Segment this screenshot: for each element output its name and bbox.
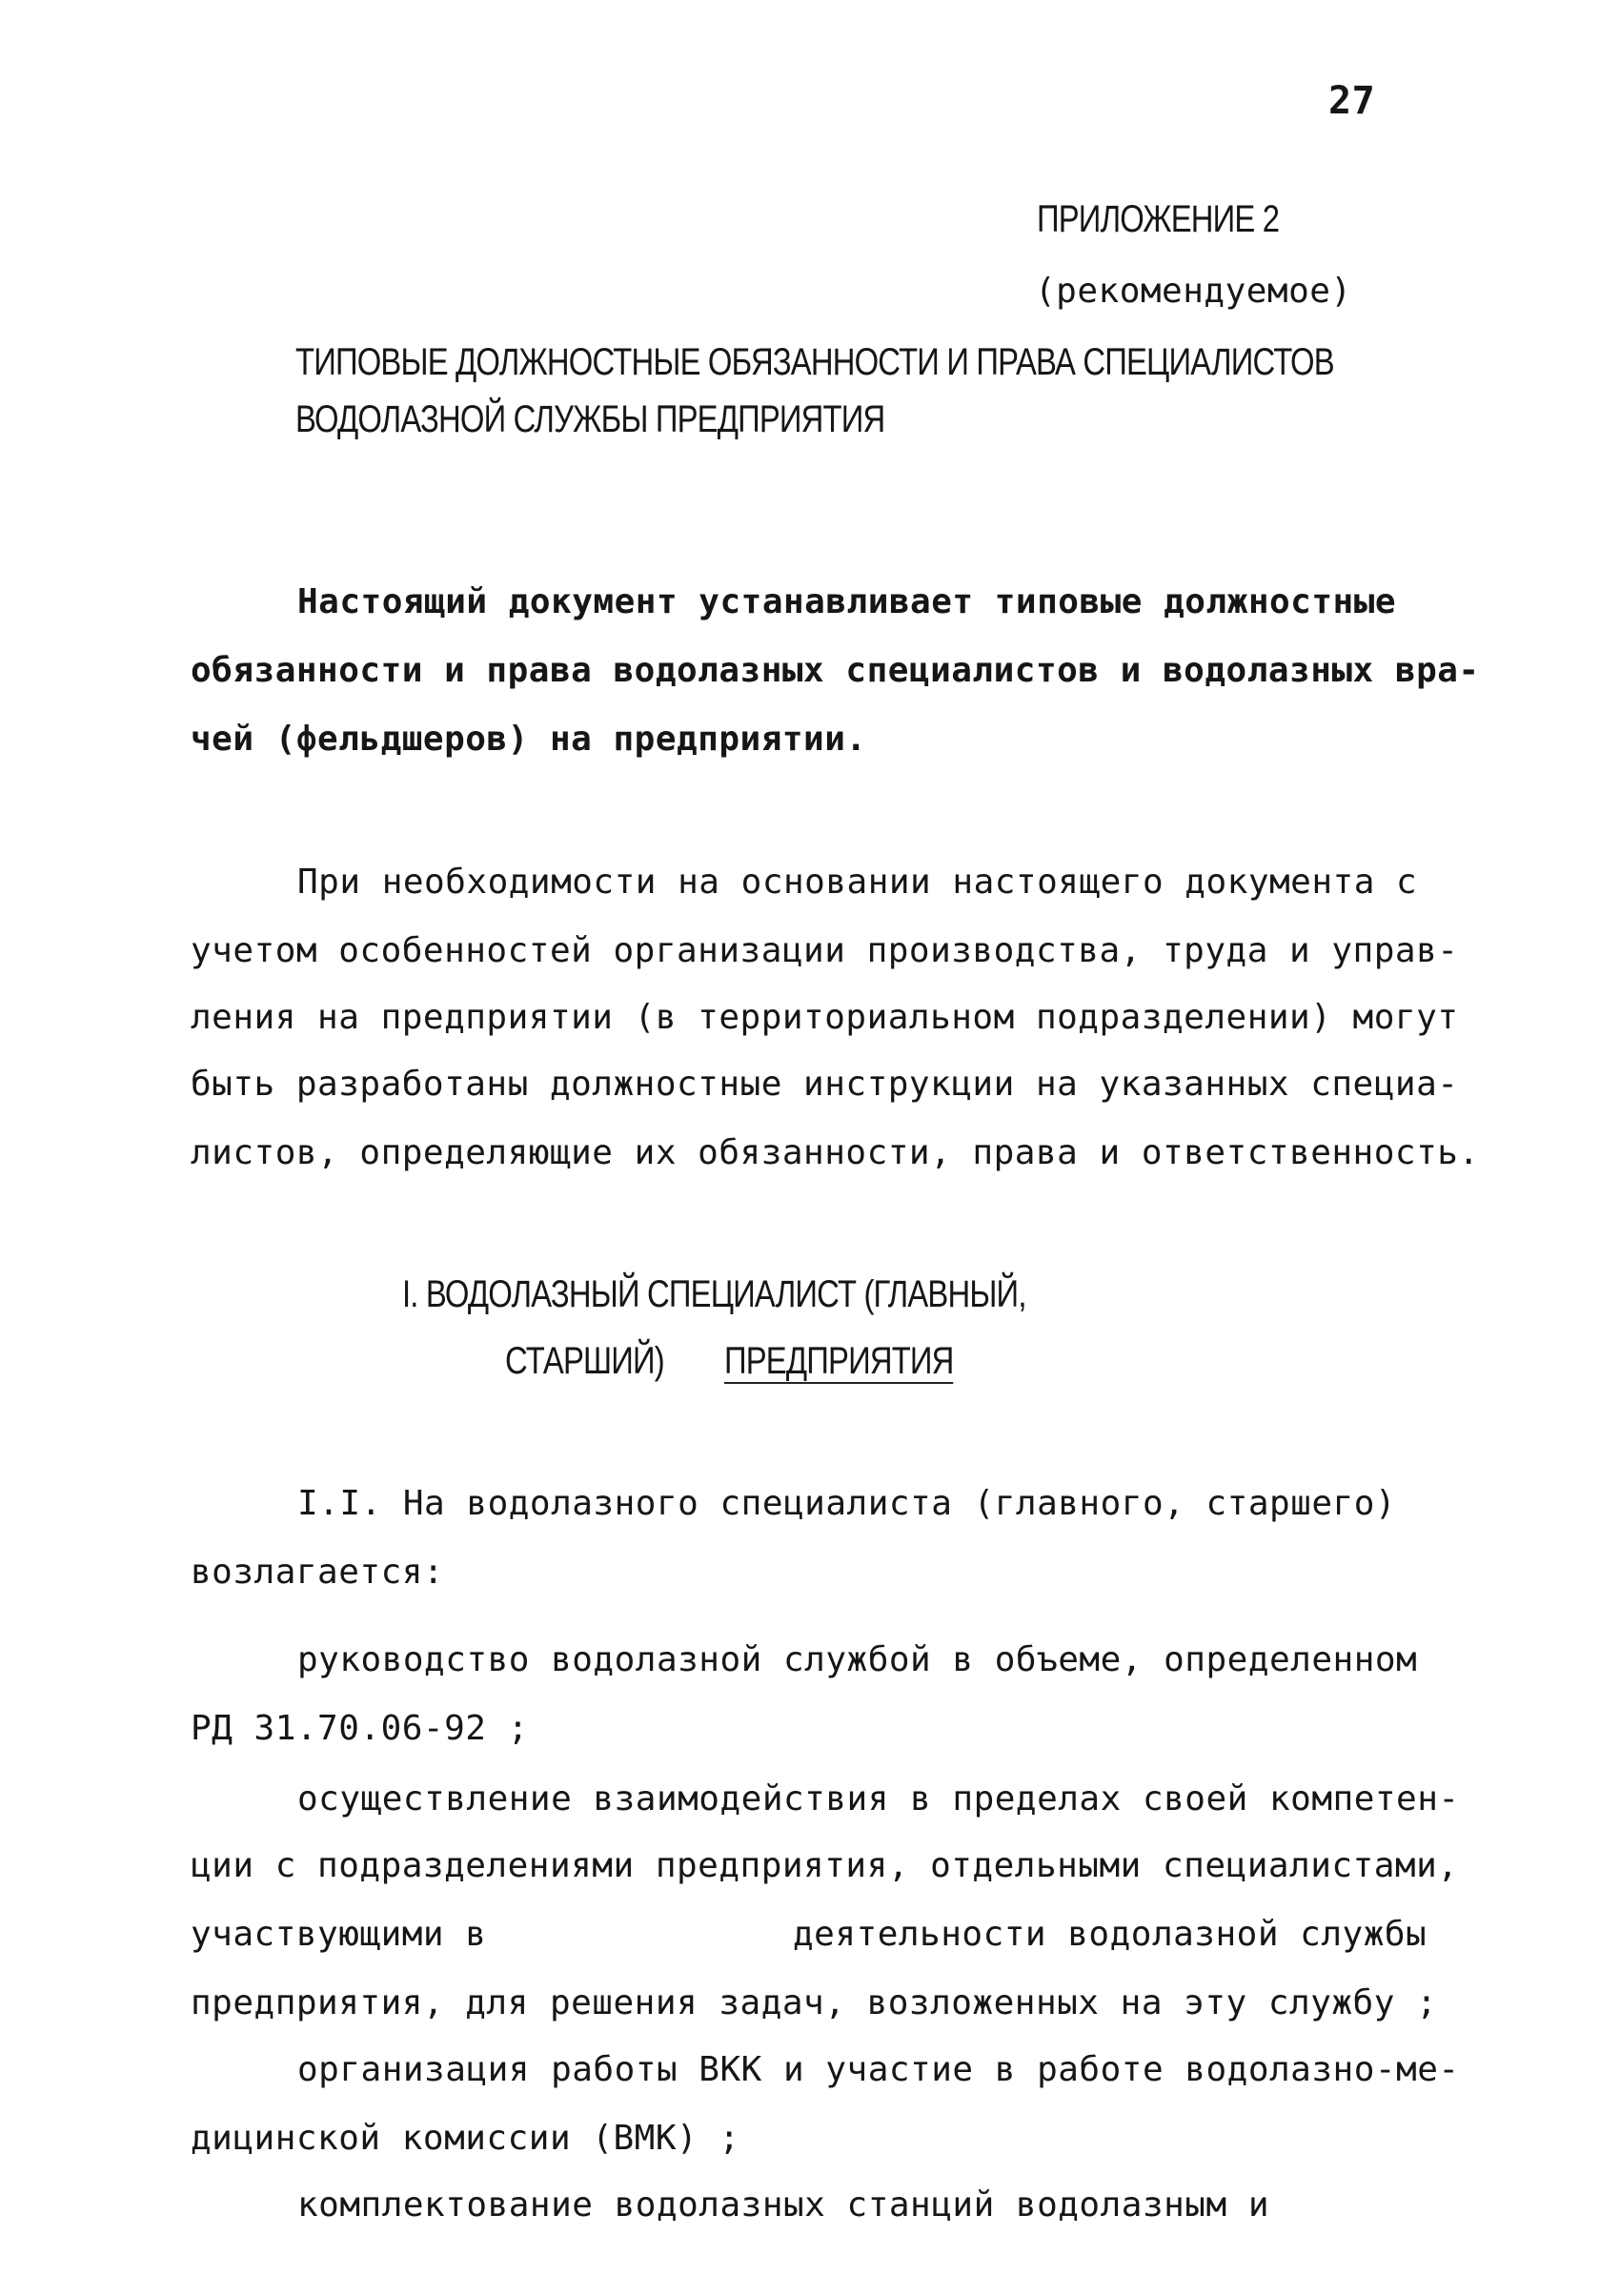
duty-3-line-2: дицинской комиссии (ВМК) ; xyxy=(191,2119,740,2158)
duty-1-line-1: руководство водолазной службой в объеме, определенном xyxy=(297,1640,1418,1679)
duty-4-line-1: комплектование водолазных станций водолазным и xyxy=(297,2185,1269,2225)
clause-1-1-line-1: I.I. На водолазного специалиста (главного, старшего) xyxy=(297,1484,1397,1523)
duty-1-line-2: РД 31.70.06-92 ; xyxy=(191,1709,529,1748)
clause-1-1-line-2: возлагается: xyxy=(191,1553,445,1592)
intro-p2-line-3: ления на предприятии (в территориальном подразделении) могут xyxy=(191,998,1459,1037)
page-number: 27 xyxy=(1328,79,1376,123)
document-title-line-2: ВОДОЛАЗНОЙ СЛУЖБЫ ПРЕДПРИЯТИЯ xyxy=(295,398,885,440)
duty-2-line-1: осуществление взаимодействия в пределах своей компетен- xyxy=(297,1779,1460,1819)
intro-p1-line-1: Настоящий документ устанавливает типовые должностные xyxy=(297,582,1397,621)
section-1-heading-line-1: I. ВОДОЛАЗНЫЙ СПЕЦИАЛИСТ (ГЛАВНЫЙ, xyxy=(402,1273,1026,1315)
duty-2-line-2: ции с подразделениями предприятия, отдельными специалистами, xyxy=(191,1846,1459,1885)
section-1-heading-line-2a: СТАРШИЙ) xyxy=(505,1340,664,1382)
intro-p2-line-2: учетом особенностей организации производства, труда и управ- xyxy=(191,931,1459,970)
duty-2-line-3a: участвующими в xyxy=(191,1915,487,1954)
duty-2-line-3b: деятельности водолазной службы xyxy=(793,1915,1428,1954)
appendix-label: ПРИЛОЖЕНИЕ 2 xyxy=(1037,198,1280,240)
duty-2-line-4: предприятия, для решения задач, возложенных на эту службу ; xyxy=(191,1983,1438,2022)
intro-p1-line-2: обязанности и права водолазных специалистов и водолазных вра- xyxy=(191,651,1480,690)
intro-p1-line-3: чей (фельдшеров) на предприятии. xyxy=(191,720,867,759)
document-title-line-1: ТИПОВЫЕ ДОЛЖНОСТНЫЕ ОБЯЗАННОСТИ И ПРАВА СПЕЦИАЛИСТОВ xyxy=(295,341,1334,383)
intro-p2-line-5: листов, определяющие их обязанности, права и ответственность. xyxy=(191,1133,1480,1172)
duty-3-line-1: организация работы ВКК и участие в работе водолазно-ме- xyxy=(297,2050,1460,2089)
intro-p2-line-1: При необходимости на основании настоящего документа с xyxy=(297,863,1418,902)
section-1-heading-line-2b: ПРЕДПРИЯТИЯ xyxy=(724,1340,954,1382)
appendix-note: (рекомендуемое) xyxy=(1035,272,1352,311)
intro-p2-line-4: быть разработаны должностные инструкции на указанных специа- xyxy=(191,1065,1459,1104)
